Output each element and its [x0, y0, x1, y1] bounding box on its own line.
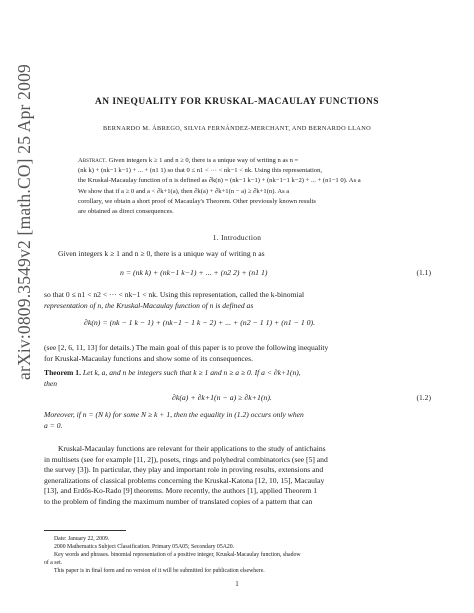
text-line: (see [2, 6, 11, 13] for details.) The main goal of this paper is to prove the following inequality — [44, 343, 329, 352]
intro-paragraph-2 — [44, 290, 430, 311]
arxiv-stamp: arXiv:0809.3549v2 [math.CO] 25 Apr 2009 — [14, 64, 34, 380]
paper-authors: BERNARDO M. ÁBREGO, SILVIA FERNÁNDEZ-MERCHANT, AND BERNARDO LLANO — [103, 125, 371, 132]
abstract-text: Given integers k ≥ 1 and n ≥ 0, there is a unique way of writing n as n = — [108, 157, 299, 164]
equation-number: (1.1) — [416, 268, 431, 277]
text-line: for Kruskal-Macaulay functions and show some of its consequences. — [44, 353, 253, 363]
text-line: in multisets (see for example [11, 2]), posets, rings and polyhedral combinatorics (see [5] and — [44, 454, 328, 464]
theorem-text: a = 0. — [44, 420, 63, 430]
intro-paragraph-3 — [44, 343, 430, 364]
footnotes — [44, 535, 430, 575]
abstract-line: are obtained as direct consequences. — [78, 208, 174, 216]
intro-paragraph-4 — [44, 444, 430, 508]
text-line: Kruskal-Macaulay functions are relevant for their applications to the study of antichains — [58, 444, 326, 453]
abstract-label: Abstract. — [78, 157, 107, 164]
theorem-line — [44, 410, 430, 421]
text-line: the survey [3]). In particular, they play and important role in proving results, extensions and — [44, 465, 324, 475]
theorem-line — [44, 379, 430, 390]
equation-km-function: ∂k(n) = (nk − 1 k − 1) + (nk−1 − 1 k − 2) + ... + (n2 − 1 1) + (n1 − 1 0). — [84, 318, 316, 327]
footnote-final: This paper is in final form and no version of it will be submitted for publication elsewhere. — [54, 568, 265, 574]
equation-1-2: ∂k(a) + ∂k+1(n − a) ≥ ∂k+1(n). — [172, 393, 272, 402]
footnote-rule — [44, 530, 126, 531]
paper-title: AN INEQUALITY FOR KRUSKAL-MACAULAY FUNCTIONS — [95, 97, 379, 107]
abstract-line: the Kruskal-Macaulay function of n is defined as ∂k(n) = (nk−1 k−1) + (nk−1−1 k−2) + ... + (n1−1 0). As a — [78, 177, 361, 185]
text-line: [13], and Erdős-Ko-Rado [9] theorems. More recently, the authors [1], applied Theorem 1 — [44, 486, 318, 496]
theorem-continuation — [44, 410, 430, 431]
theorem-1 — [44, 368, 430, 389]
footnote-keywords: Key words and phrases. binomial representation of a positive integer, Kruskal-Macaulay function, shadow — [54, 552, 301, 558]
abstract-line — [78, 156, 396, 166]
text-line: representation of n, the Kruskal-Macaulay function of n is defined as — [44, 300, 254, 310]
equation-number: (1.2) — [416, 393, 431, 402]
text-line: generalizations of classical problems concerning the Kruskal-Katona [12, 10, 15], Macaulay — [44, 475, 325, 485]
theorem-label: Theorem 1. — [44, 368, 81, 377]
abstract — [78, 156, 396, 217]
theorem-text: then — [44, 378, 58, 388]
theorem-text: Let k, a, and n be integers such that k ≥ 1 and n ≥ a ≥ 0. If a < ∂k+1(n), — [82, 368, 301, 377]
section-heading: 1. Introduction — [212, 233, 262, 242]
theorem-line — [44, 368, 430, 379]
text-line: to the problem of finding the maximum number of translated copies of a pattern that can — [44, 496, 313, 506]
text-line: so that 0 ≤ n1 < n2 < ··· < nk−1 < nk. Using this representation, called the k-binomial — [44, 290, 305, 299]
theorem-text: Moreover, if n = (N k) for some N ≥ k + 1, then the equality in (1.2) occurs only when — [44, 410, 304, 419]
footnote-keywords-cont: of a set. — [44, 560, 63, 566]
footnote-date: Date: January 22, 2009. — [54, 536, 110, 542]
intro-paragraph-1: Given integers k ≥ 1 and n ≥ 0, there is a unique way of writing n as — [58, 249, 265, 258]
footnote-msc: 2000 Mathematics Subject Classification. Primary 05A05; Secondary 05A20. — [54, 544, 235, 550]
theorem-line — [44, 421, 430, 432]
page-number: 1 — [235, 580, 239, 588]
abstract-line: We show that if a ≥ 0 and a < ∂k+1(a), then ∂k(a) + ∂k+1(n − a) ≥ ∂k+1(n). As a — [78, 187, 290, 195]
equation-1-1: n = (nk k) + (nk−1 k−1) + ... + (n2 2) + (n1 1) — [120, 268, 268, 277]
abstract-line: (nk k) + (nk−1 k−1) + ... + (n1 1) so that 0 ≤ n1 < ··· < nk−1 < nk. Using this representation, — [78, 167, 323, 175]
abstract-line: corollary, we obtain a short proof of Macaulay's Theorem. Other previously known results — [78, 197, 316, 205]
